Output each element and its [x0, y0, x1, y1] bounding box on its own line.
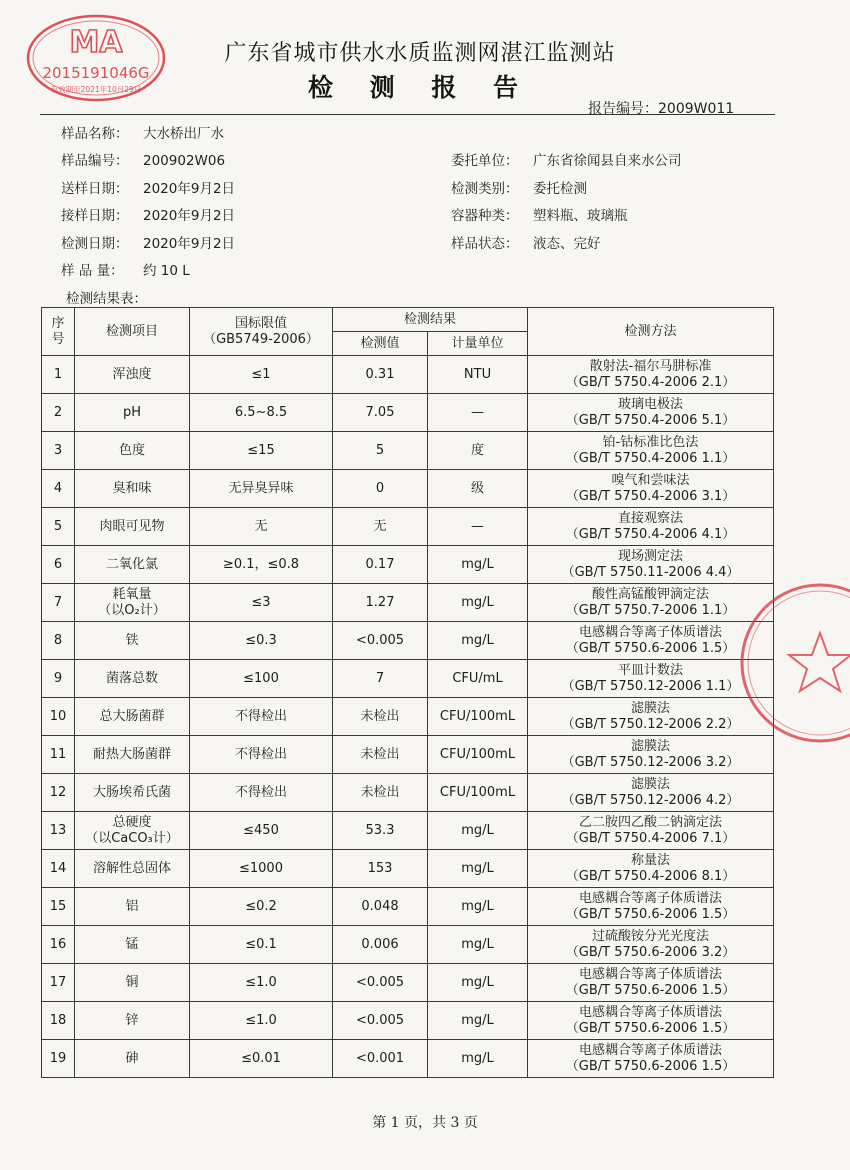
cell-limit: ≤0.2	[190, 888, 333, 926]
method-standard: （GB/T 5750.6-2006 1.5）	[565, 1058, 736, 1074]
info-client	[451, 149, 682, 169]
method-name: 铂-钴标准比色法	[602, 434, 699, 450]
info-sample-amount	[61, 259, 190, 279]
cell-item: 铝	[75, 888, 190, 926]
cell-value: <0.005	[333, 964, 428, 1002]
field-value: 2020年9月2日	[143, 236, 236, 252]
cell-limit: ≤1.0	[190, 964, 333, 1002]
info-submit-date	[61, 177, 235, 197]
method-name: 过硫酸铵分光光度法	[592, 928, 710, 944]
col-result-group: 检测结果	[333, 308, 528, 332]
cell-method	[528, 508, 774, 546]
cell-item: 大肠埃希氏菌	[75, 774, 190, 812]
col-seq: 序号	[42, 308, 75, 356]
cell-seq: 13	[42, 812, 75, 850]
field-value: 塑料瓶、玻璃瓶	[533, 208, 628, 224]
method-standard: （GB/T 5750.4-2006 8.1）	[565, 868, 736, 884]
method-name: 滤膜法	[631, 700, 671, 716]
cell-method	[528, 812, 774, 850]
cell-seq: 15	[42, 888, 75, 926]
cell-value: <0.005	[333, 622, 428, 660]
cell-value: 未检出	[333, 736, 428, 774]
method-name: 滤膜法	[631, 738, 671, 754]
cell-item: 臭和味	[75, 470, 190, 508]
col-limit	[190, 308, 333, 356]
cell-unit: mg/L	[428, 964, 528, 1002]
table-row	[42, 736, 774, 774]
method-standard: （GB/T 5750.4-2006 1.1）	[565, 450, 736, 466]
cell-unit: 级	[428, 470, 528, 508]
field-label: 容器种类：	[451, 208, 519, 224]
cell-method	[528, 926, 774, 964]
cell-item: 肉眼可见物	[75, 508, 190, 546]
method-name: 平皿计数法	[618, 662, 684, 678]
cell-limit: ≤1000	[190, 850, 333, 888]
cma-logo-text: MA	[69, 25, 123, 60]
cell-seq: 12	[42, 774, 75, 812]
cell-unit: —	[428, 508, 528, 546]
cell-unit: mg/L	[428, 584, 528, 622]
table-row	[42, 964, 774, 1002]
cell-item: 铜	[75, 964, 190, 1002]
table-row	[42, 546, 774, 584]
table-row	[42, 356, 774, 394]
cell-limit: ≤1.0	[190, 1002, 333, 1040]
table-row	[42, 394, 774, 432]
field-value: 200902W06	[143, 153, 226, 169]
field-label: 样品编号：	[61, 153, 129, 169]
cell-unit: mg/L	[428, 1040, 528, 1078]
cell-unit: mg/L	[428, 888, 528, 926]
cell-limit: ≤1	[190, 356, 333, 394]
col-value: 检测值	[333, 332, 428, 356]
field-label: 检测类别：	[451, 181, 519, 197]
method-name: 嗅气和尝味法	[611, 472, 690, 488]
cell-value: 153	[333, 850, 428, 888]
method-name: 直接观察法	[618, 510, 684, 526]
cell-limit: 无异臭异味	[190, 470, 333, 508]
cell-seq: 3	[42, 432, 75, 470]
cell-unit: CFU/100mL	[428, 736, 528, 774]
table-row	[42, 470, 774, 508]
col-item: 检测项目	[75, 308, 190, 356]
cell-item: 二氧化氯	[75, 546, 190, 584]
info-receive-date	[61, 204, 235, 224]
cell-method	[528, 888, 774, 926]
cell-limit: 6.5~8.5	[190, 394, 333, 432]
method-name: 电感耦合等离子体质谱法	[579, 1004, 723, 1020]
info-sample-name	[61, 122, 224, 142]
cell-seq: 8	[42, 622, 75, 660]
cell-method	[528, 470, 774, 508]
table-row	[42, 432, 774, 470]
cell-limit: 不得检出	[190, 698, 333, 736]
table-row	[42, 584, 774, 622]
col-unit: 计量单位	[428, 332, 528, 356]
cell-item: 色度	[75, 432, 190, 470]
cell-seq: 18	[42, 1002, 75, 1040]
method-name: 散射法-福尔马肼标准	[589, 358, 712, 374]
cell-item: pH	[75, 394, 190, 432]
cell-value: 5	[333, 432, 428, 470]
cell-item-basis: （以O₂计）	[98, 602, 166, 618]
cell-item: 铁	[75, 622, 190, 660]
cell-unit: mg/L	[428, 850, 528, 888]
cell-limit: ≤0.1	[190, 926, 333, 964]
method-name: 电感耦合等离子体质谱法	[579, 1042, 723, 1058]
method-standard: （GB/T 5750.6-2006 1.5）	[565, 982, 736, 998]
cell-method	[528, 432, 774, 470]
cell-unit: NTU	[428, 356, 528, 394]
cell-limit: 无	[190, 508, 333, 546]
inspection-seal-stamp	[735, 578, 850, 748]
method-standard: （GB/T 5750.12-2006 3.2）	[561, 754, 740, 770]
table-row	[42, 660, 774, 698]
field-value: 大水桥出厂水	[143, 126, 224, 142]
table-row	[42, 1002, 774, 1040]
cell-seq: 16	[42, 926, 75, 964]
cell-value: 53.3	[333, 812, 428, 850]
method-standard: （GB/T 5750.6-2006 3.2）	[565, 944, 736, 960]
cell-value: 0.31	[333, 356, 428, 394]
cell-value: <0.001	[333, 1040, 428, 1078]
method-standard: （GB/T 5750.6-2006 1.5）	[565, 1020, 736, 1036]
col-limit-standard: （GB5749-2006）	[203, 331, 319, 347]
method-standard: （GB/T 5750.4-2006 7.1）	[565, 830, 736, 846]
col-method: 检测方法	[528, 308, 774, 356]
cell-value: 7	[333, 660, 428, 698]
cell-value: 无	[333, 508, 428, 546]
cell-item-name: 耗氧量	[112, 586, 152, 602]
table-row	[42, 812, 774, 850]
method-standard: （GB/T 5750.12-2006 4.2）	[561, 792, 740, 808]
cma-number: 2015191046G	[42, 64, 150, 82]
method-name: 电感耦合等离子体质谱法	[579, 890, 723, 906]
cell-seq: 9	[42, 660, 75, 698]
field-label: 委托单位：	[451, 153, 519, 169]
info-sample-state	[451, 232, 601, 252]
cma-stamp	[24, 12, 169, 102]
field-label: 样品名称：	[61, 126, 129, 142]
cell-value: 1.27	[333, 584, 428, 622]
cell-item: 总大肠菌群	[75, 698, 190, 736]
cell-limit: ≤450	[190, 812, 333, 850]
method-standard: （GB/T 5750.7-2006 1.1）	[565, 602, 736, 618]
cell-seq: 10	[42, 698, 75, 736]
method-name: 现场测定法	[618, 548, 684, 564]
cell-item: 浑浊度	[75, 356, 190, 394]
cell-value: 0.006	[333, 926, 428, 964]
method-standard: （GB/T 5750.11-2006 4.4）	[561, 564, 740, 580]
cell-unit: CFU/mL	[428, 660, 528, 698]
table-row	[42, 888, 774, 926]
cell-value: <0.005	[333, 1002, 428, 1040]
cell-item	[75, 584, 190, 622]
method-standard: （GB/T 5750.4-2006 3.1）	[565, 488, 736, 504]
method-name: 玻璃电极法	[618, 396, 684, 412]
results-table	[41, 307, 774, 1078]
table-row	[42, 698, 774, 736]
method-standard: （GB/T 5750.4-2006 4.1）	[565, 526, 736, 542]
cell-limit: ≤3	[190, 584, 333, 622]
col-limit-title: 国标限值	[234, 315, 287, 331]
table-row	[42, 1040, 774, 1078]
cell-unit: mg/L	[428, 812, 528, 850]
results-table-label: 检测结果表：	[66, 291, 147, 307]
cell-limit: ≥0.1，≤0.8	[190, 546, 333, 584]
cell-item-basis: （以CaCO₃计）	[85, 830, 179, 846]
report-number: 报告编号：2009W011	[588, 101, 735, 117]
table-row	[42, 926, 774, 964]
cell-method	[528, 774, 774, 812]
cell-seq: 1	[42, 356, 75, 394]
table-row	[42, 774, 774, 812]
field-value: 2020年9月2日	[143, 181, 236, 197]
field-label: 接样日期：	[61, 208, 129, 224]
method-standard: （GB/T 5750.12-2006 2.2）	[561, 716, 740, 732]
header-divider	[40, 114, 775, 115]
field-label: 送样日期：	[61, 181, 129, 197]
method-name: 电感耦合等离子体质谱法	[579, 966, 723, 982]
cell-limit: ≤15	[190, 432, 333, 470]
cell-unit: —	[428, 394, 528, 432]
cell-item: 砷	[75, 1040, 190, 1078]
cell-method	[528, 1040, 774, 1078]
field-label: 样品状态：	[451, 236, 519, 252]
page-number: 第 1 页，共 3 页	[372, 1115, 478, 1131]
cell-unit: mg/L	[428, 546, 528, 584]
cell-method	[528, 850, 774, 888]
field-value: 液态、完好	[533, 236, 601, 252]
cell-seq: 19	[42, 1040, 75, 1078]
cell-unit: mg/L	[428, 622, 528, 660]
report-title: 检 测 报 告	[307, 73, 533, 102]
cell-item-name: 总硬度	[112, 814, 152, 830]
cell-unit: 度	[428, 432, 528, 470]
method-standard: （GB/T 5750.6-2006 1.5）	[565, 640, 736, 656]
cell-seq: 4	[42, 470, 75, 508]
cell-limit: ≤100	[190, 660, 333, 698]
method-name: 滤膜法	[631, 776, 671, 792]
field-value: 委托检测	[533, 181, 587, 197]
table-row	[42, 622, 774, 660]
info-sample-no	[61, 149, 225, 169]
cell-item: 溶解性总固体	[75, 850, 190, 888]
field-value: 约 10 L	[143, 263, 190, 279]
cell-seq: 5	[42, 508, 75, 546]
cell-item: 锰	[75, 926, 190, 964]
cell-value: 0.048	[333, 888, 428, 926]
method-name: 电感耦合等离子体质谱法	[579, 624, 723, 640]
method-name: 称量法	[631, 852, 671, 868]
info-container	[451, 204, 628, 224]
cell-value: 0.17	[333, 546, 428, 584]
info-test-date	[61, 232, 235, 252]
cell-unit: mg/L	[428, 1002, 528, 1040]
cell-limit: ≤0.3	[190, 622, 333, 660]
cell-unit: mg/L	[428, 926, 528, 964]
method-standard: （GB/T 5750.6-2006 1.5）	[565, 906, 736, 922]
cell-limit: 不得检出	[190, 774, 333, 812]
cma-validity: 有效期至2021年10月29日	[50, 85, 142, 94]
field-label: 样 品 量：	[61, 263, 124, 279]
cell-method	[528, 394, 774, 432]
cell-item: 菌落总数	[75, 660, 190, 698]
table-row	[42, 850, 774, 888]
cell-item: 耐热大肠菌群	[75, 736, 190, 774]
cell-limit: 不得检出	[190, 736, 333, 774]
field-value: 广东省徐闻县自来水公司	[533, 153, 682, 169]
cell-item: 锌	[75, 1002, 190, 1040]
cell-value: 未检出	[333, 774, 428, 812]
cell-seq: 11	[42, 736, 75, 774]
cell-item	[75, 812, 190, 850]
method-standard: （GB/T 5750.4-2006 5.1）	[565, 412, 736, 428]
cell-value: 未检出	[333, 698, 428, 736]
cell-limit: ≤0.01	[190, 1040, 333, 1078]
cell-method	[528, 356, 774, 394]
cell-value: 7.05	[333, 394, 428, 432]
cell-unit: CFU/100mL	[428, 698, 528, 736]
cell-seq: 2	[42, 394, 75, 432]
cell-seq: 7	[42, 584, 75, 622]
field-label: 检测日期：	[61, 236, 129, 252]
cell-method	[528, 964, 774, 1002]
info-test-type	[451, 177, 587, 197]
cell-seq: 14	[42, 850, 75, 888]
organization-name: 广东省城市供水水质监测网湛江监测站	[224, 41, 616, 66]
table-row	[42, 508, 774, 546]
method-standard: （GB/T 5750.12-2006 1.1）	[561, 678, 740, 694]
method-standard: （GB/T 5750.4-2006 2.1）	[565, 374, 736, 390]
method-name: 酸性高锰酸钾滴定法	[592, 586, 710, 602]
cell-method	[528, 1002, 774, 1040]
cell-unit: CFU/100mL	[428, 774, 528, 812]
field-value: 2020年9月2日	[143, 208, 236, 224]
cell-value: 0	[333, 470, 428, 508]
method-name: 乙二胺四乙酸二钠滴定法	[579, 814, 723, 830]
cell-seq: 17	[42, 964, 75, 1002]
cell-seq: 6	[42, 546, 75, 584]
